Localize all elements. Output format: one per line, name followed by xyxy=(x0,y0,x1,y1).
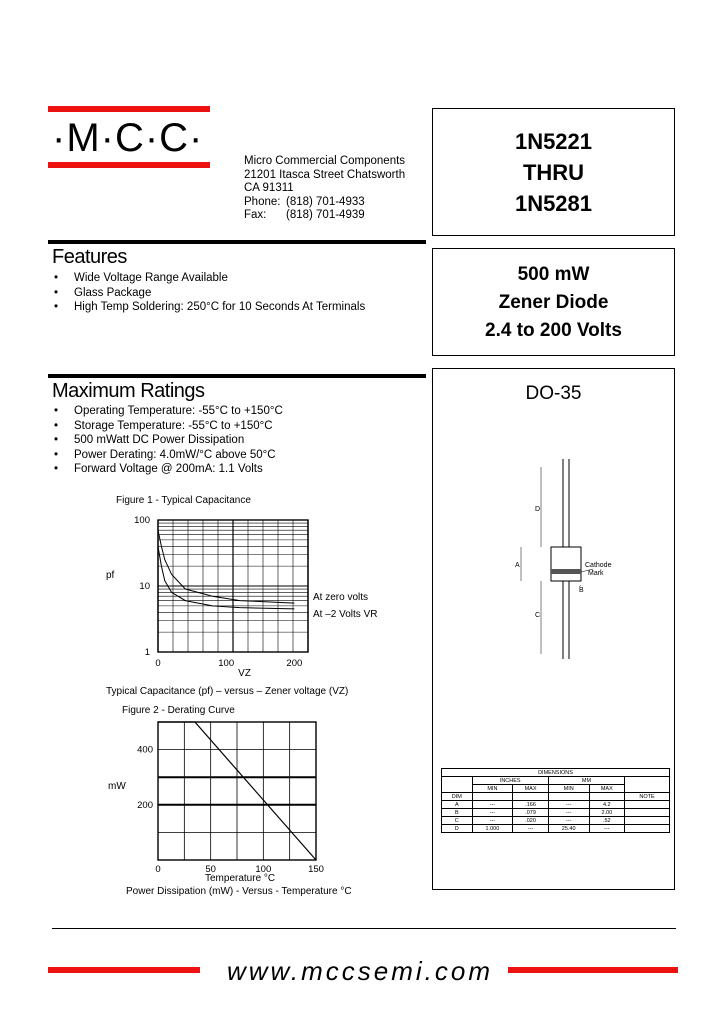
table-cell xyxy=(589,793,625,801)
company-logo: ·M·C·C· xyxy=(52,116,204,160)
table-cell xyxy=(513,793,549,801)
x-axis-label: VZ xyxy=(238,668,251,679)
table-cell: 2.00 xyxy=(589,809,625,817)
table-cell: A xyxy=(442,801,473,809)
inches-header: INCHES xyxy=(472,777,548,785)
table-cell: --- xyxy=(548,801,589,809)
series-label: At –2 Volts VR xyxy=(313,608,378,620)
cathode-label-mark: Mark xyxy=(588,570,604,577)
table-cell: 25.40 xyxy=(548,825,589,833)
rating-item: • Operating Temperature: -55°C to +150°C xyxy=(52,404,427,419)
cathode-band xyxy=(551,569,581,574)
table-row xyxy=(442,801,670,809)
x-tick-label: 0 xyxy=(155,658,161,669)
x-tick-label: 0 xyxy=(155,864,161,875)
series-label: At zero volts xyxy=(313,592,369,604)
website-link[interactable]: www.mccsemi.com xyxy=(226,956,493,986)
mm-header: MM xyxy=(548,777,624,785)
table-cell: 1.000 xyxy=(472,825,513,833)
part-number-start: 1N5221 xyxy=(514,129,593,154)
y-axis-label: mW xyxy=(108,781,126,792)
table-cell xyxy=(548,793,589,801)
table-row xyxy=(442,817,670,825)
address-line: 21201 Itasca Street Chatsworth xyxy=(244,168,406,181)
logo-bottom-bar xyxy=(48,162,210,168)
feature-item: • Glass Package xyxy=(52,286,427,301)
footer-right-bar xyxy=(508,967,678,973)
table-cell xyxy=(625,801,670,809)
fax-label: Fax: xyxy=(244,209,267,221)
x-tick-label: 50 xyxy=(205,864,216,875)
note-spacer xyxy=(625,777,670,793)
footer-rule xyxy=(52,928,676,929)
features-rule xyxy=(48,240,426,244)
dim-spacer xyxy=(442,777,473,793)
logo-top-bar xyxy=(48,106,210,112)
figure1-title: Figure 1 - Typical Capacitance xyxy=(116,495,251,506)
power-rating: 500 mW xyxy=(517,264,590,285)
table-cell: .52 xyxy=(589,817,625,825)
y-tick-label: 10 xyxy=(139,581,150,592)
figure2-caption: Power Dissipation (mW) - Versus - Temperature °C xyxy=(126,886,352,897)
address-line: Micro Commercial Components xyxy=(244,155,406,167)
table-cell: --- xyxy=(513,825,549,833)
company-address xyxy=(244,155,405,223)
cathode-label: Cathode xyxy=(585,562,612,569)
dimensions-table xyxy=(441,768,670,833)
table-cell: B xyxy=(442,809,473,817)
capacitance-chart xyxy=(100,508,430,708)
label-c: C xyxy=(535,612,541,619)
feature-item: • Wide Voltage Range Available xyxy=(52,271,427,286)
phone-number: (818) 701-4933 xyxy=(286,195,365,208)
ratings-list xyxy=(52,404,427,477)
y-tick-label: 1 xyxy=(144,647,150,658)
rating-item: • 500 mWatt DC Power Dissipation xyxy=(52,433,427,448)
package-name: DO-35 xyxy=(525,383,582,404)
table-cell: D xyxy=(442,825,473,833)
part-number-thru: THRU xyxy=(522,160,585,185)
table-cell xyxy=(472,793,513,801)
y-axis-label: pf xyxy=(106,570,115,581)
device-type: Zener Diode xyxy=(498,292,609,313)
description-box xyxy=(432,248,675,356)
y-tick-label: 200 xyxy=(137,799,153,811)
figure2-title: Figure 2 - Derating Curve xyxy=(122,705,235,716)
col-header: MIN xyxy=(472,785,513,793)
x-tick-label: 150 xyxy=(308,864,324,875)
table-cell xyxy=(625,817,670,825)
part-number-end: 1N5281 xyxy=(514,191,593,216)
col-header: DIM xyxy=(442,793,473,801)
rating-item: • Forward Voltage @ 200mA: 1.1 Volts xyxy=(52,462,427,477)
ratings-rule xyxy=(48,374,426,378)
phone-label: Phone: xyxy=(244,195,281,208)
label-b: B xyxy=(579,587,584,594)
diode-body xyxy=(551,547,581,581)
features-heading: Features xyxy=(52,246,127,268)
y-tick-label: 100 xyxy=(134,515,150,526)
diode-outline-drawing xyxy=(433,459,674,679)
figure1-caption: Typical Capacitance (pf) – versus – Zener voltage (VZ) xyxy=(106,686,349,697)
y-tick-label: 400 xyxy=(137,744,153,756)
table-cell: .020 xyxy=(513,817,549,825)
derating-chart xyxy=(100,716,430,886)
table-cell: .166 xyxy=(513,801,549,809)
ratings-heading: Maximum Ratings xyxy=(52,380,205,402)
table-cell xyxy=(625,809,670,817)
feature-item: • High Temp Soldering: 250°C for 10 Seconds At Terminals xyxy=(52,300,427,315)
x-tick-label: 100 xyxy=(255,864,272,875)
col-header: NOTE xyxy=(625,793,670,801)
rating-item: • Storage Temperature: -55°C to +150°C xyxy=(52,419,427,434)
series-line xyxy=(158,546,294,609)
table-cell: --- xyxy=(548,817,589,825)
address-line: CA 91311 xyxy=(244,182,294,194)
table-cell xyxy=(625,825,670,833)
dimensions-title: DIMENSIONS xyxy=(442,769,670,777)
table-cell: --- xyxy=(589,825,625,833)
rating-item: • Power Derating: 4.0mW/°C above 50°C xyxy=(52,448,427,463)
table-row xyxy=(442,825,670,833)
package-box xyxy=(432,368,675,890)
table-cell: .079 xyxy=(513,809,549,817)
table-cell: 4.2 xyxy=(589,801,625,809)
features-list xyxy=(52,271,427,315)
fax-number: (818) 701-4939 xyxy=(286,209,365,221)
voltage-range: 2.4 to 200 Volts xyxy=(485,320,622,341)
table-row xyxy=(442,809,670,817)
table-cell: C xyxy=(442,817,473,825)
figure2-xlabel: Temperature °C xyxy=(205,873,276,884)
table-cell: --- xyxy=(548,809,589,817)
x-tick-label: 200 xyxy=(286,658,303,669)
label-d: D xyxy=(535,506,541,513)
col-header: MAX xyxy=(589,785,625,793)
table-cell: --- xyxy=(472,809,513,817)
x-tick-label: 100 xyxy=(218,658,235,669)
col-header: MAX xyxy=(513,785,549,793)
col-header: MIN xyxy=(548,785,589,793)
part-number-box xyxy=(432,108,675,236)
table-cell: --- xyxy=(472,801,513,809)
table-cell: --- xyxy=(472,817,513,825)
label-a: A xyxy=(515,562,520,569)
